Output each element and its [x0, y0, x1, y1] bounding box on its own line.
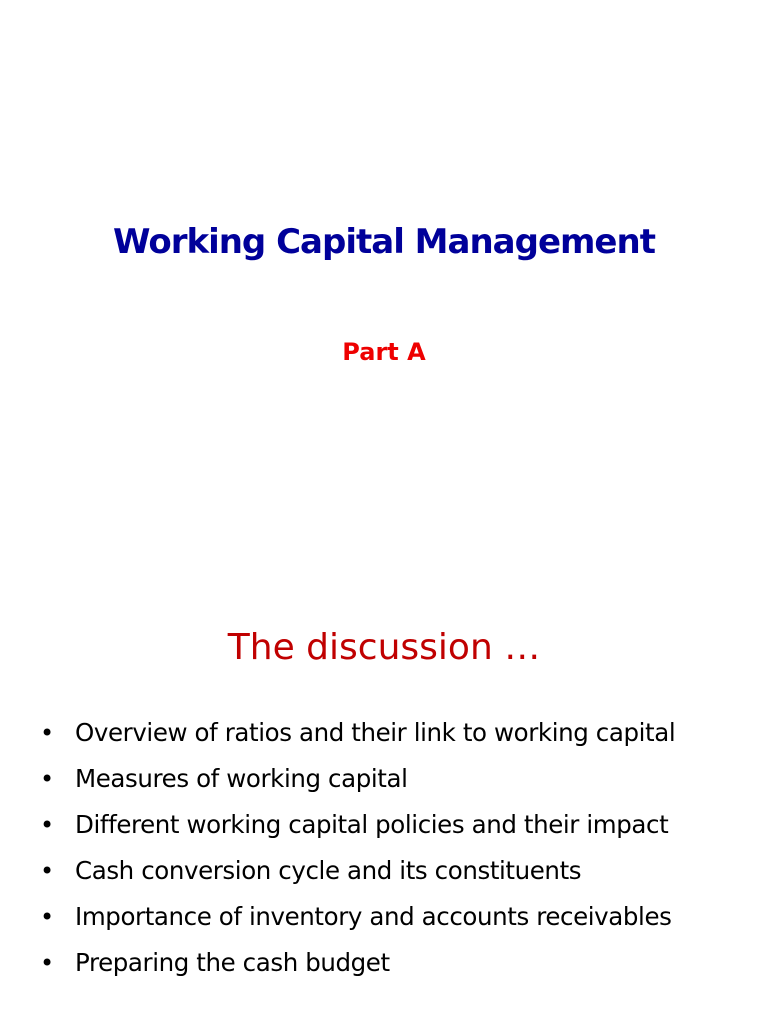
slide-subtitle: Part A — [342, 338, 426, 366]
bullet-text: Overview of ratios and their link to working capital — [75, 718, 676, 747]
discussion-slide — [0, 576, 768, 1024]
bullet-item — [38, 898, 738, 936]
bullet-text: Preparing the cash budget — [75, 948, 390, 977]
bullet-item — [38, 944, 738, 982]
section-heading: The discussion … — [227, 627, 541, 668]
bullet-item — [38, 806, 738, 844]
bullet-dot: • — [40, 719, 54, 747]
bullet-text: Different working capital policies and their impact — [75, 810, 669, 839]
bullet-item — [38, 714, 738, 752]
bullet-dot: • — [40, 765, 54, 793]
bullet-text: Importance of inventory and accounts receivables — [75, 902, 672, 931]
bullet-dot: • — [40, 949, 54, 977]
bullet-dot: • — [40, 903, 54, 931]
bullet-text: Cash conversion cycle and its constituents — [75, 856, 582, 885]
slide-title: Working Capital Management — [113, 222, 655, 262]
bullet-item — [38, 760, 738, 798]
bullet-dot: • — [40, 811, 54, 839]
bullet-dot: • — [40, 857, 54, 885]
bullet-item — [38, 852, 738, 890]
bullet-text: Measures of working capital — [75, 764, 408, 793]
bullet-list — [38, 714, 738, 990]
